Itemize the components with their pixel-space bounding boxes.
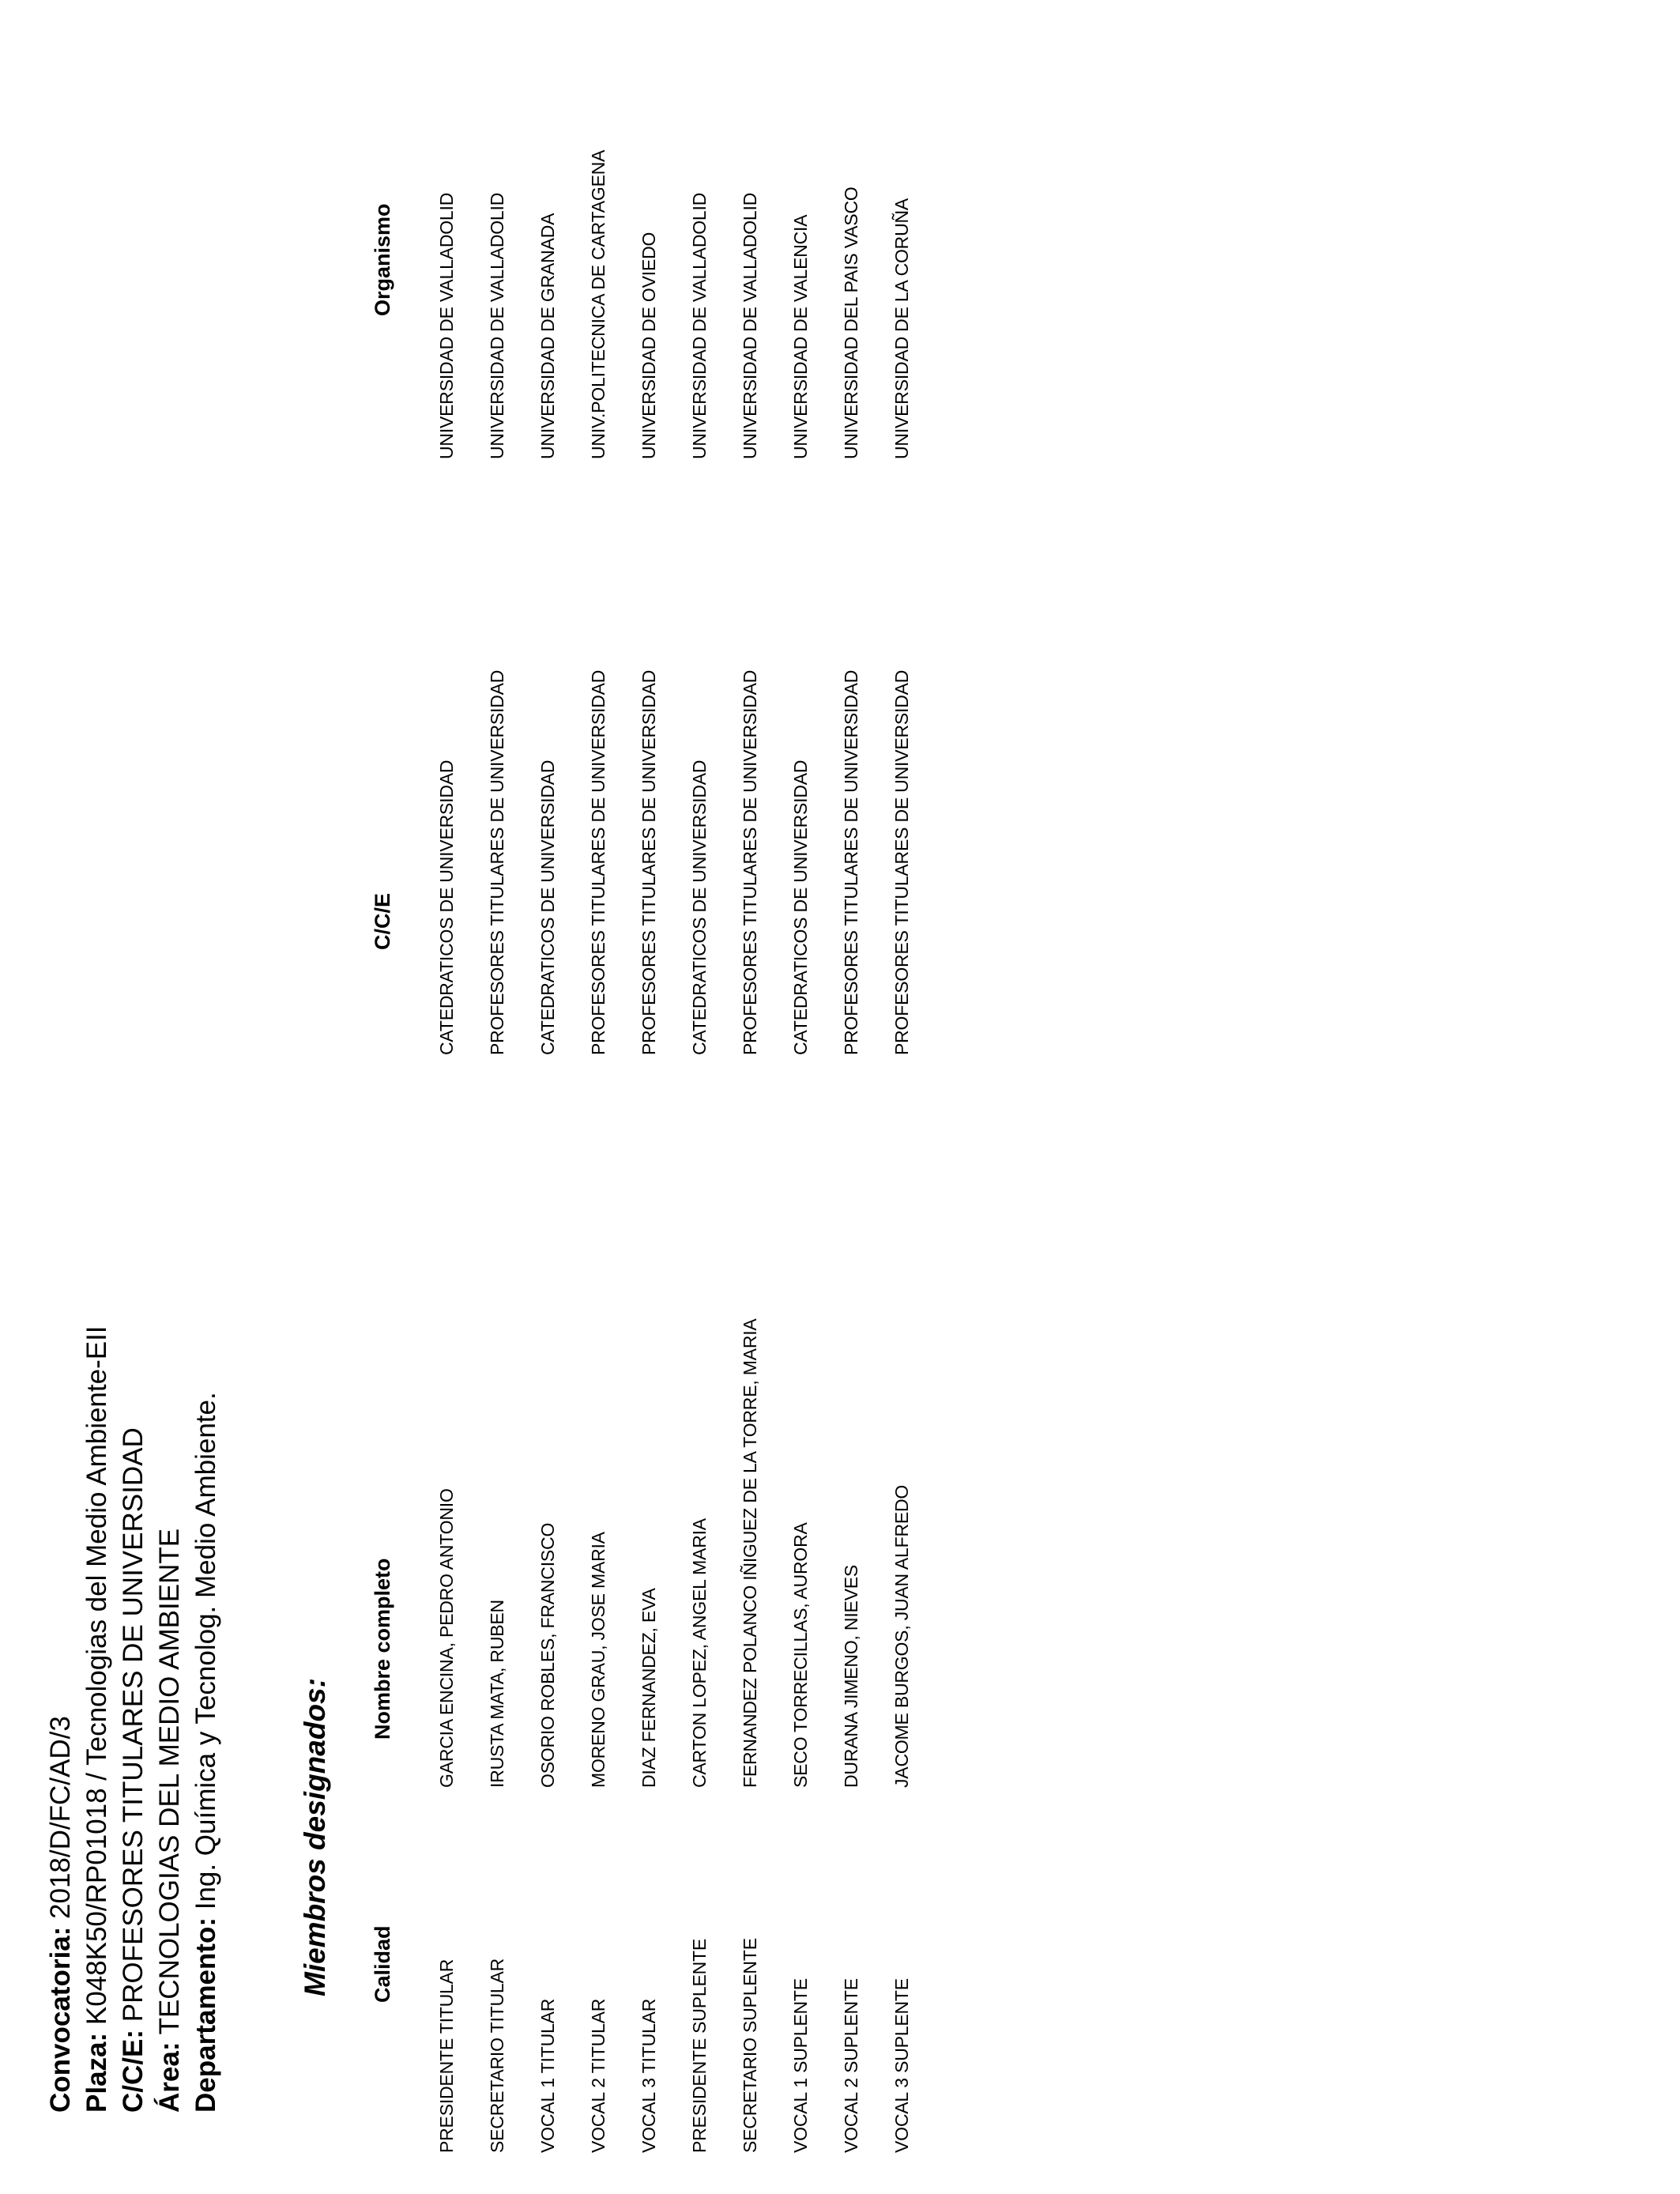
cell-nombre: JACOME BURGOS, JUAN ALFREDO	[891, 1484, 912, 1788]
cell-nombre: DURANA JIMENO, NIEVES	[841, 1564, 861, 1788]
section-title: Miembros designados:	[299, 1678, 331, 1996]
cell-nombre: IRUSTA MATA, RUBEN	[487, 1600, 507, 1788]
cell-cce: CATEDRATICOS DE UNIVERSIDAD	[790, 760, 811, 1055]
cell-organismo: UNIVERSIDAD DE OVIEDO	[638, 232, 659, 459]
cce-line	[115, 1325, 152, 2113]
cell-nombre: FERNANDEZ POLANCO IÑIGUEZ DE LA TORRE, MARIA	[740, 1318, 760, 1788]
cell-cce: CATEDRATICOS DE UNIVERSIDAD	[436, 760, 457, 1055]
cell-calidad: PRESIDENTE TITULAR	[436, 1958, 457, 2153]
convocatoria-line	[43, 1325, 79, 2113]
cell-cce: PROFESORES TITULARES DE UNIVERSIDAD	[841, 669, 861, 1055]
cell-nombre: GARCIA ENCINA, PEDRO ANTONIO	[436, 1488, 457, 1788]
table-row	[689, 0, 740, 2194]
cell-calidad: VOCAL 3 SUPLENTE	[891, 1978, 912, 2153]
cell-calidad: VOCAL 3 TITULAR	[638, 1998, 659, 2153]
departamento-value: Ing. Química y Tecnolog. Medio Ambiente.	[190, 1392, 221, 1918]
plaza-value: K048K50/RP01018 / Tecnologias del Medio Ambiente-EII	[81, 1325, 112, 2033]
area-label: Área:	[154, 2041, 185, 2113]
plaza-label: Plaza:	[81, 2032, 112, 2113]
column-header-calidad: Calidad	[371, 1925, 394, 2003]
cell-nombre: CARTON LOPEZ, ANGEL MARIA	[689, 1518, 710, 1788]
cell-nombre: SECO TORRECILLAS, AURORA	[790, 1522, 811, 1788]
cell-organismo: UNIVERSIDAD DE VALENCIA	[790, 214, 811, 459]
document-header	[43, 1325, 224, 2113]
cell-calidad: PRESIDENTE SUPLENTE	[689, 1939, 710, 2153]
departamento-line	[188, 1325, 224, 2113]
column-header-nombre: Nombre completo	[371, 1558, 394, 1740]
convocatoria-value: 2018/D/FC/AD/3	[45, 1716, 76, 1927]
cell-organismo: UNIVERSIDAD DE VALLADOLID	[740, 192, 760, 459]
cell-organismo: UNIVERSIDAD DE GRANADA	[537, 213, 558, 459]
cell-organismo: UNIV.POLITECNICA DE CARTAGENA	[588, 149, 608, 459]
table-row	[891, 0, 942, 2194]
area-line	[152, 1325, 188, 2113]
cell-organismo: UNIVERSIDAD DE LA CORUÑA	[891, 198, 912, 459]
table-row	[790, 0, 841, 2194]
cce-value: PROFESORES TITULARES DE UNIVERSIDAD	[118, 1427, 149, 2030]
cell-cce: CATEDRATICOS DE UNIVERSIDAD	[537, 760, 558, 1055]
column-header-cce: C/C/E	[371, 892, 394, 950]
cell-calidad: SECRETARIO SUPLENTE	[740, 1938, 760, 2153]
cell-cce: PROFESORES TITULARES DE UNIVERSIDAD	[487, 669, 507, 1055]
cell-nombre: MORENO GRAU, JOSE MARIA	[588, 1532, 608, 1788]
table-row	[740, 0, 790, 2194]
cell-nombre: DIAZ FERNANDEZ, EVA	[638, 1588, 659, 1788]
table-row	[588, 0, 638, 2194]
cell-calidad: VOCAL 1 SUPLENTE	[790, 1978, 811, 2153]
departamento-label: Departamento:	[190, 1917, 221, 2113]
column-header-organismo: Organismo	[371, 203, 394, 316]
table-row	[537, 0, 588, 2194]
area-value: TECNOLOGIAS DEL MEDIO AMBIENTE	[154, 1528, 185, 2042]
cell-calidad: SECRETARIO TITULAR	[487, 1958, 507, 2153]
convocatoria-label: Convocatoria:	[45, 1926, 76, 2113]
cell-cce: PROFESORES TITULARES DE UNIVERSIDAD	[638, 669, 659, 1055]
cell-calidad: VOCAL 2 TITULAR	[588, 1998, 608, 2153]
cell-organismo: UNIVERSIDAD DE VALLADOLID	[689, 192, 710, 459]
cell-cce: PROFESORES TITULARES DE UNIVERSIDAD	[740, 669, 760, 1055]
cell-cce: PROFESORES TITULARES DE UNIVERSIDAD	[891, 669, 912, 1055]
table-row	[487, 0, 537, 2194]
cell-calidad: VOCAL 1 TITULAR	[537, 1998, 558, 2153]
cell-organismo: UNIVERSIDAD DE VALLADOLID	[436, 192, 457, 459]
cell-organismo: UNIVERSIDAD DE VALLADOLID	[487, 192, 507, 459]
plaza-line	[79, 1325, 115, 2113]
cce-label: C/C/E:	[118, 2030, 149, 2113]
cell-organismo: UNIVERSIDAD DEL PAIS VASCO	[841, 187, 861, 459]
table-row	[436, 0, 487, 2194]
cell-cce: CATEDRATICOS DE UNIVERSIDAD	[689, 760, 710, 1055]
cell-cce: PROFESORES TITULARES DE UNIVERSIDAD	[588, 669, 608, 1055]
cell-calidad: VOCAL 2 SUPLENTE	[841, 1978, 861, 2153]
cell-nombre: OSORIO ROBLES, FRANCISCO	[537, 1522, 558, 1788]
table-row	[638, 0, 689, 2194]
table-row	[841, 0, 891, 2194]
